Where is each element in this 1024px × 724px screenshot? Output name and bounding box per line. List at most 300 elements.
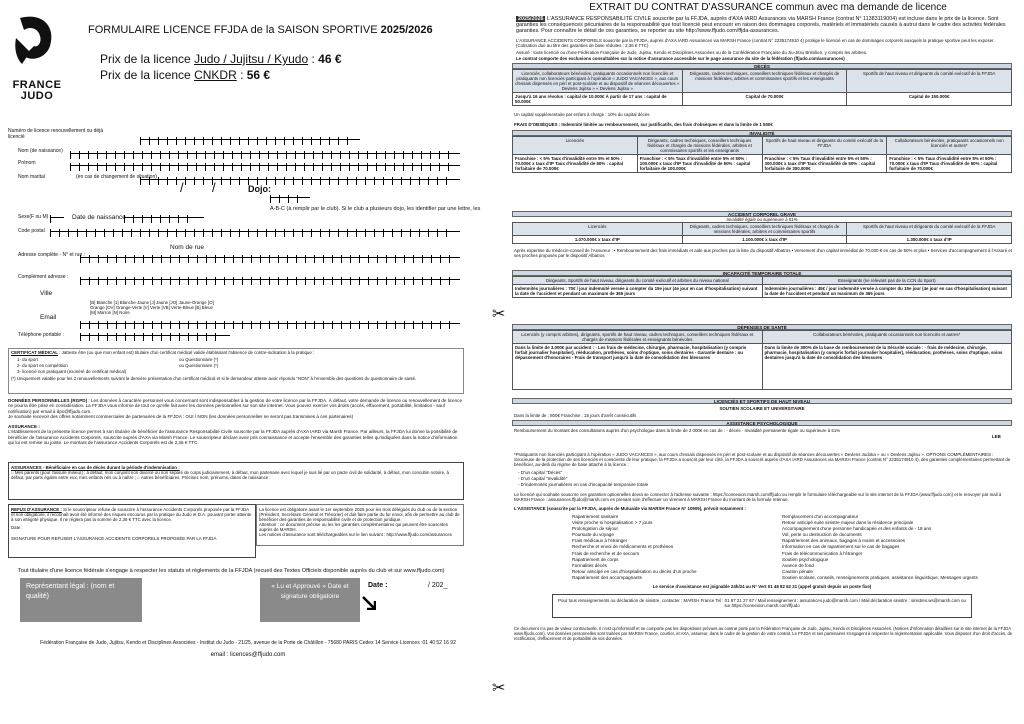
grave-header: Licenciés <box>513 223 683 236</box>
beneficiaires-title: ASSURANCES - Bénéficiaire en cas de décès durant la période d'indemnisation : <box>11 465 180 470</box>
char-cell <box>88 163 97 171</box>
char-cell <box>293 177 302 185</box>
info-attention: Attention : ce document précise ou les les garanties complémentaires qui peuvent être souscrites auprès de MARSH. <box>259 522 448 532</box>
char-cell <box>149 177 158 185</box>
grade-text: [B] Blanche [1] Blanche-Jaune [J] Jaune [JO] Jaune-Orange [O] Orange [OV] Orange-Verte [V] Verte [VB] Verte-Bleue [B] Bleue [M] Marron [N] Noire <box>90 300 214 315</box>
char-cell <box>257 137 266 145</box>
char-cell <box>376 163 385 171</box>
char-cell <box>241 163 250 171</box>
char-cell <box>268 163 277 171</box>
char-cell <box>377 321 386 329</box>
grave-value: 1.100.000€ x taux d'IP <box>682 236 847 244</box>
char-cell <box>161 255 170 263</box>
char-cell <box>203 137 212 145</box>
char-cell <box>421 163 430 171</box>
char-cell <box>176 137 185 145</box>
char-cell <box>422 255 431 263</box>
psy-band: ASSISTANCE PSYCHOLOGIQUE <box>512 420 1012 426</box>
char-cell <box>314 277 323 285</box>
soutien-scolaire-title: SOUTIEN SCOLAIRE ET UNIVERSITAIRE <box>719 406 805 411</box>
char-cell <box>347 177 356 185</box>
char-cell <box>338 229 347 237</box>
assistance-item: Caution pénale <box>782 568 813 574</box>
dojo-input[interactable] <box>270 190 310 198</box>
char-cell <box>80 277 89 285</box>
char-cell <box>151 215 160 223</box>
char-cell <box>205 163 214 171</box>
invalidite-value: Franchise : < 5% Taux d'invalidité entre 5% et 50% : 300.000€ x taux d'IP Taux d'invalidité de 50% : capital forfaitaire de 300.000€ <box>762 155 887 173</box>
cert-note: (*) Uniquement valable pour les 2 renouvellements suivant la dernière présentation d'un certificat médical et si le demandeur atteste avoir répondu "NON" à l'ensemble des questions du questionnaire de santé. <box>11 376 417 381</box>
char-cell <box>341 255 350 263</box>
form-title-year: 2025/2026 <box>380 24 433 36</box>
refus-title: REFUS D'ASSURANCE : <box>11 507 62 512</box>
char-cell <box>275 229 284 237</box>
char-cell <box>158 229 167 237</box>
char-cell <box>124 163 133 171</box>
assistance-item: Accompagnement d'une personne handicapée et des enfants de - 18 ans <box>782 526 932 532</box>
ac-text: L'ASSURANCE ACCIDENTS CORPORELS souscrite par la FFJDA, auprès d'AXA IARD Assurances via MARSH France (contrat N° 2235174910 4) protège le licencié en cas de dommages corporels auxquels la pratique sportive peut les exposer. (Cotisation due au titre des garanties de base réduites : 2,36 € TTC) <box>516 38 995 48</box>
char-cell <box>79 163 88 171</box>
deces-value: Capital de 70.000€ <box>682 93 847 106</box>
char-cell <box>383 177 392 185</box>
scissors-icon: ✂ <box>492 306 506 323</box>
invalidite-band: INVALIDITÉ <box>512 130 1012 136</box>
char-cell <box>368 321 377 329</box>
certificat-text-line <box>9 349 463 356</box>
char-cell <box>349 163 358 171</box>
char-cell <box>338 137 347 145</box>
deces-header: Dirigeants, cadres techniques, conseillers techniques fédéraux et chargés de missions fédérales, arbitres et commissaires sportifs et les enseignants <box>682 70 847 93</box>
deces-band: DÉCÈS <box>512 63 1012 69</box>
grave-header: Dirigeants, cadres techniques, conseillers techniques fédéraux et chargés de missions fédérales, arbitres et commissaires sportifs <box>682 223 847 236</box>
char-cell <box>332 255 341 263</box>
char-cell <box>266 137 275 145</box>
char-cell <box>187 163 196 171</box>
char-cell <box>323 255 332 263</box>
char-cell <box>115 163 124 171</box>
char-cell <box>288 195 297 203</box>
option-item: - D'un capital "Décès" <box>518 470 563 475</box>
char-cell <box>125 277 134 285</box>
deces-table <box>512 69 1012 106</box>
char-cell <box>275 137 284 145</box>
char-cell <box>395 255 404 263</box>
char-cell <box>259 163 268 171</box>
char-cell <box>140 137 149 145</box>
certificat-title: CERTIFICAT MÉDICAL <box>11 350 58 355</box>
char-cell <box>356 177 365 185</box>
invalidite-table <box>512 136 1012 173</box>
cp-input[interactable] <box>50 224 460 232</box>
char-cell <box>413 277 422 285</box>
info-link[interactable]: Les notices d'assurance sont téléchargeables sur le lien suivant : http://www.ffjudo.com/assurances <box>259 532 452 537</box>
complement-input[interactable] <box>80 272 460 280</box>
tel-input[interactable] <box>80 328 230 336</box>
refus-content <box>9 505 255 543</box>
cert-opt3[interactable]: 3- licencié non pratiquant (exonéré de certificat médical) <box>17 369 127 374</box>
char-cell <box>278 321 287 329</box>
char-cell <box>239 229 248 237</box>
price-judo: Prix de la licence Judo / Jujitsu / Kyudo : 46 € <box>100 52 342 66</box>
char-cell <box>239 137 248 145</box>
char-cell <box>230 137 239 145</box>
char-cell <box>116 277 125 285</box>
char-cell <box>439 163 448 171</box>
form-title-main: FORMULAIRE LICENCE FFJDA de la SAISON SPORTIVE <box>88 24 378 36</box>
char-cell <box>242 255 251 263</box>
char-cell <box>106 163 115 171</box>
char-cell <box>215 333 224 341</box>
char-cell <box>134 255 143 263</box>
assistance-item: Poursuite du voyage <box>572 532 614 538</box>
char-cell <box>419 177 428 185</box>
char-cell <box>143 277 152 285</box>
char-cell <box>284 177 293 185</box>
char-cell <box>194 177 203 185</box>
char-cell <box>143 255 152 263</box>
char-cell <box>140 229 149 237</box>
rep-legal-box[interactable]: Représentant légal : (nom et qualité) <box>20 578 142 622</box>
char-cell <box>332 321 341 329</box>
char-cell <box>230 229 239 237</box>
char-cell <box>323 277 332 285</box>
char-cell <box>98 255 107 263</box>
info-text: La licence est obligatoire avant le 1er septembre 2025 pour les trois délégués du club ou de la section (Président, Secrétaire Général et Trésorier) et doit faire partie du fur envoi, afin de permettre au club de bénéficier des garanties de responsabilité civile et de protection juridique. <box>259 507 460 522</box>
char-cell <box>404 277 413 285</box>
char-cell <box>446 229 455 237</box>
sante-value: Dans la limite de 300% de la base de remboursement de la Sécurité sociale : - frais de médecine, chirurgie, pharmacie, hospitalisation (y compris forfait journalier hospitalier), rééducation, prothèses, soins d'optique, soins dentaires jusqu'à la date de consolidation des blessures <box>762 344 1012 390</box>
char-cell <box>311 177 320 185</box>
adresse-input[interactable] <box>80 250 460 258</box>
price-cnkdr-discipline: CNKDR <box>194 68 237 82</box>
char-cell <box>269 277 278 285</box>
char-cell <box>167 177 176 185</box>
char-cell <box>212 137 221 145</box>
char-cell <box>350 277 359 285</box>
char-cell <box>260 321 269 329</box>
char-cell <box>185 229 194 237</box>
invalidite-header: Dirigeants, cadres techniques, conseillers techniques fédéraux et chargés de missions fédérales, arbitres et commissaires sportifs et les enseignants <box>637 137 762 155</box>
assistance-list-right <box>782 514 1018 581</box>
char-cell <box>142 215 151 223</box>
cert-opt1[interactable]: 1- du sport <box>17 357 38 362</box>
char-cell <box>269 321 278 329</box>
france-judo-logo-icon <box>12 12 58 84</box>
date-slash-1: / <box>180 180 184 195</box>
char-cell <box>169 163 178 171</box>
invalidite-header: Collaborateurs bénévoles, pratiquants occasionnels non licenciés et autres* <box>887 137 1012 155</box>
char-cell <box>206 255 215 263</box>
option-item: - D'un capital "Invalidité" <box>518 476 568 482</box>
char-cell <box>149 229 158 237</box>
char-cell <box>104 229 113 237</box>
char-cell <box>323 321 332 329</box>
grave-value: 1.070.000€ x taux d'IP <box>513 236 683 244</box>
char-cell <box>347 137 356 145</box>
char-cell <box>296 321 305 329</box>
char-cell <box>179 255 188 263</box>
insurance-extract <box>512 0 1024 724</box>
char-cell <box>314 255 323 263</box>
char-cell <box>185 137 194 145</box>
char-cell <box>392 229 401 237</box>
rc-text: L'ASSURANCE RESPONSABILITÉ CIVILE souscrite par la FFJDA, auprès d'AXA IARD Assurances via MARSH France (contrat N° 11383119004) est incluse dans le prix de la licence. Sont garanties les conséquences pécuniaires de la responsabilité que tout licencié peut encourir en raison des dommages corporels, matériels et immatériels causés à autrui dans le cadre des activités fédérales garanties. Pour connaître le détail de ces garanties, se reporter au site http://www.ffjudo.com/ffjda-assurances. <box>516 16 1006 35</box>
invalidite-value: Franchise : < 5% Taux d'invalidité entre 5% et 50% : 100.000€ x taux d'IP Taux d'invalidité de 50% : capital forfaitaire de 100.000€ <box>637 155 762 173</box>
char-cell <box>302 229 311 237</box>
invalidite-header: Licenciés <box>513 137 638 155</box>
char-cell <box>77 229 86 237</box>
char-cell <box>248 137 257 145</box>
char-cell <box>302 137 311 145</box>
nom-input[interactable] <box>70 146 460 154</box>
rgpd-text: : Les données à caractère personnel vous concernant sont indispensables à la gestion de votre licence par la FFJDA. À défaut, votre demande de licence ou renouvellement de licence ne pourra être prise en considération. La FFJDA vous informe de tout ce qu'elle fait avec les données personnelles sur son site internet. Vous pouvez exercer vos droits (accès, effacement, portabilité, limitation - sauf notification) par email à dpo@ffjudo.com. <box>8 398 463 414</box>
cert-opt2[interactable]: 2- du sport en compétition <box>17 363 68 368</box>
char-cell <box>185 177 194 185</box>
assurance-title: ASSURANCE : <box>8 424 40 429</box>
char-cell <box>68 229 77 237</box>
char-cell <box>170 277 179 285</box>
char-cell <box>279 195 288 203</box>
char-cell <box>340 163 349 171</box>
assure-text: Assuré : toute licencié ou d'une Fédération Française de Judo, Jujitsu, Kendo et Disciplines Associées ou de la Confédération Française du Jiu-Jitsu Brésilien, y compris les arbitres. <box>516 50 868 55</box>
char-cell <box>161 277 170 285</box>
char-cell <box>287 277 296 285</box>
char-cell <box>251 321 260 329</box>
char-cell <box>86 229 95 237</box>
char-cell <box>374 177 383 185</box>
psy-tag: LEB <box>992 434 1001 439</box>
char-cell <box>50 229 59 237</box>
char-cell <box>107 333 116 341</box>
char-cell <box>158 137 167 145</box>
char-cell <box>50 215 59 223</box>
char-cell <box>194 137 203 145</box>
refus-signature: SIGNATURE POUR REFUSER L'ASSURANCE ACCIDENTS CORPORELS PROPOSÉE PAR LA FFJDA <box>11 536 217 541</box>
char-cell <box>412 163 421 171</box>
char-cell <box>224 277 233 285</box>
assistance-item: Formalités décès <box>572 562 607 568</box>
char-cell <box>287 321 296 329</box>
dojo-label: Dojo: <box>248 184 271 194</box>
assistance-item: Information en cas de rapatriement sur le cas de bagages <box>782 544 900 550</box>
assistance-note: Le service d'assistance est joignable 24h/24 au N° Vert 01 48 82 62 21 (appel gratuit depuis un poste fixe) <box>652 584 872 589</box>
char-cell <box>233 277 242 285</box>
sexe-input[interactable] <box>50 210 64 218</box>
char-cell <box>206 333 215 341</box>
char-cell <box>338 177 347 185</box>
email-input[interactable] <box>80 316 460 324</box>
char-cell <box>284 229 293 237</box>
char-cell <box>305 277 314 285</box>
assistance-item: Retour anticipé suite sinistre majeur dans la résidence principale <box>782 520 914 526</box>
char-cell <box>311 137 320 145</box>
char-cell <box>314 321 323 329</box>
char-cell <box>178 163 187 171</box>
dob-input[interactable] <box>124 210 204 218</box>
info-box <box>256 504 464 546</box>
footer-address: Fédération Française de Judo, Jujitsu, Kendo et Disciplines Associées - Institut du Judo - 21/25, avenue de la Porte de Châtillon - 75680 PARIS Cedex 14 Service Licences :01 40 52 16 92 <box>40 640 456 646</box>
char-cell <box>224 255 233 263</box>
assistance-item: Soutien scolaire, conseils, renseignements pratiques, assistance linguistique, Messages urgents <box>782 574 978 580</box>
assistance-item: Rapatriement de corps <box>572 556 619 562</box>
deces-value: Jusqu'à 16 ans révolus : capital de 10.000€ À partir de 17 ans : capital de 50.000€ <box>513 93 683 106</box>
char-cell <box>449 277 458 285</box>
assistance-item: Rapatriement des animaux, bagages à mains et accessoires <box>782 538 906 544</box>
grave-value: 1.300.000€ x taux d'IP <box>847 236 1012 244</box>
char-cell <box>329 229 338 237</box>
bottom-text: Ce document n'a pas de valeur contractuelle. Il n'est qu'informatif et ne comporte pas les dispositions prévues au contrat porté par la Fédération Française de Judo, Jujitsu, Kendo et Disciplines Associées. (Notices d'information détaillées sur le site internet de la FFJDA www.ffjudo.com). Vos données personnelles sont traitées par MARSH France, courtier, et AXA, assureur, dans le cadre de la gestion de votre contrat. Le FFJDA et ses partenaires s'engagent à respecter la réglementation applicable. Vous disposez d'un droit d'accès, de rectification, d'effacement et de portabilité de vos données. <box>514 626 1013 641</box>
grave-band: ACCIDENT CORPOREL GRAVE <box>512 211 1012 217</box>
grave-sub: Invalidité égale ou supérieure à 51% <box>726 217 798 222</box>
assistance-item: Frais médicaux à l'étranger <box>572 538 628 544</box>
char-cell <box>329 137 338 145</box>
sante-value: Dans la limite de 3.000€ par accident : - Les frais de médecine, chirurgie, pharmacie, hospitalisation (y compris forfait journalier hospitalier), rééducation, prothèses, soins d'optique, soins dentaires - Garantie dentaire : ou dépassement d'honoraires - Frais de transport jusqu'à la date de consolidation des blessures <box>513 344 763 390</box>
engagement-text: Tout titulaire d'une licence fédérale s'engage à respecter les statuts et règlements de la FFJDA (recueil des Textes Officiels disponible auprès du club et sur www.ffjudo.com) <box>18 568 445 574</box>
assistance-item: Frais de télécommunication à l'étranger <box>782 550 863 556</box>
assistance-item: Recherche et envoi de médicaments et prothèses <box>572 544 674 550</box>
char-cell <box>266 229 275 237</box>
char-cell <box>350 255 359 263</box>
assistance-item: Retour anticipé en cas d'hospitalisation ou décès d'un proche <box>572 568 697 574</box>
char-cell <box>152 333 161 341</box>
char-cell <box>431 277 440 285</box>
char-cell <box>107 255 116 263</box>
char-cell <box>297 195 306 203</box>
char-cell <box>242 321 251 329</box>
char-cell <box>197 277 206 285</box>
char-cell <box>410 177 419 185</box>
char-cell <box>404 255 413 263</box>
char-cell <box>386 277 395 285</box>
nom-marital-hint: (en cas de changement de situation) <box>76 174 157 180</box>
char-cell <box>278 255 287 263</box>
char-cell <box>278 277 287 285</box>
char-cell <box>410 229 419 237</box>
char-cell <box>233 321 242 329</box>
char-cell <box>125 255 134 263</box>
char-cell <box>377 255 386 263</box>
cert-opt4[interactable]: ou Questionnaire (*) <box>179 357 219 362</box>
char-cell <box>270 195 279 203</box>
char-cell <box>401 177 410 185</box>
char-cell <box>368 255 377 263</box>
char-cell <box>239 177 248 185</box>
cert-opt5[interactable]: ou Questionnaire (*) <box>179 363 219 368</box>
char-cell <box>404 321 413 329</box>
char-cell <box>152 277 161 285</box>
char-cell <box>149 137 158 145</box>
char-cell <box>359 277 368 285</box>
refus-date: Date : <box>11 525 23 530</box>
incapacite-value: Indemnités journalières : 70€ / jour indemnité versée à compter du 15e jour (4e jour en cas d'hospitalisation) suivant la date de l'accident et pendant un maximum de 365 jours <box>513 285 763 298</box>
char-cell <box>178 215 187 223</box>
char-cell <box>365 177 374 185</box>
char-cell <box>134 277 143 285</box>
char-cell <box>116 333 125 341</box>
deces-frais: FRAIS D'OBSÈQUES : Indemnité limitée au remboursement, sur justificatifs, des frais d'obsèques et dans la limite de 1 500€ <box>514 122 773 127</box>
footer-email: email : licences@ffjudo.com <box>210 652 286 658</box>
assistance-item: Soutien psychologique <box>782 556 829 562</box>
assistance-item: Visite proche si hospitalisation > 7 jours <box>572 520 653 526</box>
char-cell <box>142 163 151 171</box>
cp-label: Code postal <box>18 228 45 234</box>
char-cell <box>196 163 205 171</box>
char-cell <box>70 163 79 171</box>
char-cell <box>188 255 197 263</box>
char-cell <box>413 255 422 263</box>
price-cnkdr-value: 56 € <box>246 68 271 82</box>
char-cell <box>161 333 170 341</box>
char-cell <box>385 163 394 171</box>
char-cell <box>296 277 305 285</box>
char-cell <box>179 277 188 285</box>
licence-number-input[interactable] <box>140 132 360 140</box>
char-cell <box>95 229 104 237</box>
beneficiaires-box <box>8 462 464 500</box>
incapacite-header: Enseignants (ne relevant pas de la CCN du Sport) <box>762 277 1012 285</box>
sante-header: Collaborateurs bénévoles, pratiquants occasionnels non licenciés et autres* <box>762 331 1012 344</box>
char-cell <box>440 255 449 263</box>
arrow-icon <box>362 596 376 610</box>
ville-label: Ville <box>40 290 53 297</box>
nom-marital-label: Nom marital <box>18 174 45 180</box>
char-cell <box>386 321 395 329</box>
prenom-input[interactable] <box>70 158 460 166</box>
char-cell <box>257 229 266 237</box>
assistance-list-left <box>572 514 697 581</box>
invalidite-header: Sportifs de haut niveau et dirigeants du comité exécutif de la FFJDA <box>762 137 887 155</box>
char-cell <box>169 215 178 223</box>
char-cell <box>221 177 230 185</box>
rgpd-section <box>8 398 464 420</box>
year-badge: 2025/2026 <box>518 16 544 22</box>
date-year: / 202_ <box>428 582 448 589</box>
char-cell <box>431 255 440 263</box>
char-cell <box>287 255 296 263</box>
assistance-title: L'ASSISTANCE (souscrite par la FFJDA, auprès de Mutuaide via MARSH France N° 10909), prévoit notamment : <box>514 506 746 511</box>
char-cell <box>403 163 412 171</box>
char-cell <box>160 215 169 223</box>
extract-title: EXTRAIT DU CONTRAT D'ASSURANCE commun avec ma demande de licence <box>589 2 947 13</box>
price-judo-value: 46 € <box>318 52 342 66</box>
dob-label: Date de naissance <box>72 214 126 221</box>
assistance-item: Rapatriement des accompagnants <box>572 574 642 580</box>
grave-after: Après expertise du médecin-conseil de l'Assureur : • Remboursement des frais immédiats et aide aux proches par la liste du dispositif Albatros • Versement d'un capital immédiat de 70.000 € en cas de 50% et plus • Services d'accompagnement à l'Assuré et ses proches proposés par le dispositif Albatros <box>514 248 1013 258</box>
char-cell <box>167 229 176 237</box>
assistance-item: Prolongation de séjour <box>572 526 618 532</box>
char-cell <box>197 255 206 263</box>
char-cell <box>284 137 293 145</box>
soutien-text: Dans la limite de : 800€ Franchise : 15 jours d'arrêt consécutifs <box>514 413 637 418</box>
sante-table <box>512 330 1012 390</box>
assistance-item: Avance de fond <box>782 562 814 568</box>
char-cell <box>131 229 140 237</box>
char-cell <box>350 321 359 329</box>
lu-approuve-box[interactable]: « Lu et Approuvé » Date et signature obligatoire <box>260 578 360 622</box>
nom-marital-input[interactable] <box>140 172 460 180</box>
email-label: Email <box>40 314 57 321</box>
char-cell <box>143 333 152 341</box>
char-cell <box>305 255 314 263</box>
char-cell <box>431 321 440 329</box>
char-cell <box>329 177 338 185</box>
price-cnkdr-label: Prix de la licence <box>100 68 191 82</box>
char-cell <box>437 229 446 237</box>
grave-header: Sportifs de haut niveau et dirigeants du comité exécutif de la FFJDA <box>847 223 1012 236</box>
char-cell <box>221 137 230 145</box>
char-cell <box>440 277 449 285</box>
char-cell <box>413 321 422 329</box>
